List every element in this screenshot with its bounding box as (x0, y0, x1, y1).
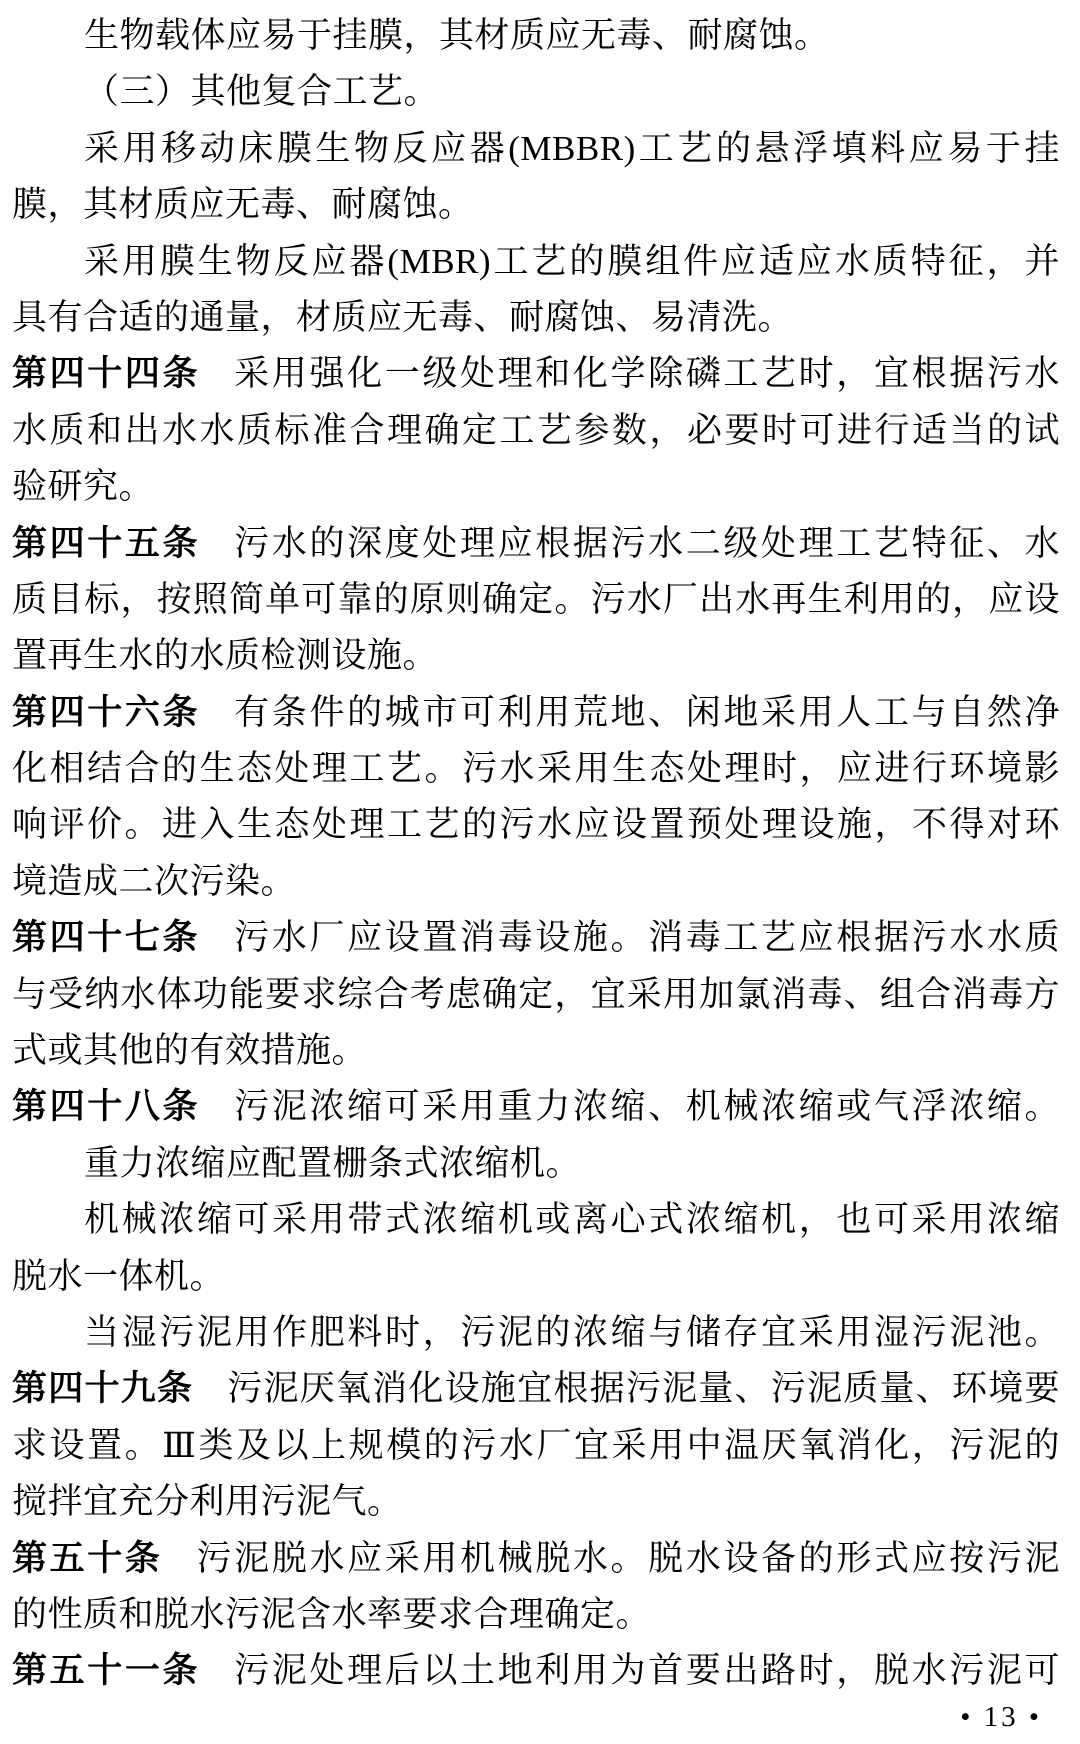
line-text: 质目标，按照简单可靠的原则确定。污水厂出水再生利用的，应设 (12, 579, 1060, 619)
text-line (12, 1249, 1060, 1305)
document-lines (12, 8, 1060, 1700)
line-text: 式或其他的有效措施。 (12, 1031, 368, 1071)
text-line (12, 1305, 1060, 1361)
line-text: 采用强化一级处理和化学除磷工艺时，宜根据污水 (234, 354, 1060, 394)
line-text: 采用移动床膜生物反应器(MBBR)工艺的悬浮填料应易于挂 (84, 128, 1060, 168)
line-text: 当湿污泥用作肥料时，污泥的浓缩与储存宜采用湿污泥池。 (84, 1312, 1060, 1352)
line-text: 脱水一体机。 (12, 1256, 226, 1296)
text-line (12, 516, 1060, 572)
text-line (12, 797, 1060, 853)
line-text: 的性质和脱水污泥含水率要求合理确定。 (12, 1594, 652, 1634)
line-text: 生物载体应易于挂膜，其材质应无毒、耐腐蚀。 (84, 16, 830, 55)
article-number: 第四十七条 (12, 918, 201, 958)
line-text: 重力浓缩应配置栅条式浓缩机。 (84, 1143, 582, 1183)
text-line (12, 1587, 1060, 1643)
text-line (12, 234, 1060, 290)
page-number: • 13 • (960, 1701, 1042, 1733)
text-line (12, 403, 1060, 459)
line-text: 污泥脱水应采用机械脱水。脱水设备的形式应按污泥 (196, 1538, 1060, 1578)
line-text: 污水厂应设置消毒设施。消毒工艺应根据污水水质 (234, 918, 1060, 958)
line-text: 与受纳水体功能要求综合考虑确定，宜采用加氯消毒、组合消毒方 (12, 974, 1060, 1014)
article-number: 第五十条 (12, 1538, 163, 1578)
text-line (12, 685, 1060, 741)
line-text: 污泥浓缩可采用重力浓缩、机械浓缩或气浮浓缩。 (234, 1087, 1060, 1127)
line-text: 污泥厌氧消化设施宜根据污泥量、污泥质量、环境要 (227, 1369, 1060, 1409)
line-text: 搅拌宜充分利用污泥气。 (12, 1482, 403, 1522)
line-text: 污泥处理后以土地利用为首要出路时，脱水污泥可 (234, 1651, 1060, 1691)
text-line (12, 1079, 1060, 1135)
text-line (12, 628, 1060, 684)
line-text: 境造成二次污染。 (12, 861, 297, 901)
text-line (12, 1418, 1060, 1474)
article-number: 第四十五条 (12, 523, 201, 563)
line-text: 具有合适的通量，材质应无毒、耐腐蚀、易清洗。 (12, 297, 794, 337)
text-line (12, 1531, 1060, 1587)
line-text: 求设置。Ⅲ类及以上规模的污水厂宜采用中温厌氧消化，污泥的 (12, 1425, 1060, 1465)
text-line (12, 177, 1060, 233)
line-text: （三）其他复合工艺。 (84, 72, 440, 112)
article-number: 第四十九条 (12, 1369, 194, 1409)
article-number: 第四十四条 (12, 354, 201, 394)
article-number: 第五十一条 (12, 1651, 201, 1691)
text-line (12, 1023, 1060, 1079)
line-text: 化相结合的生态处理工艺。污水采用生态处理时，应进行环境影 (12, 749, 1060, 789)
text-line (12, 1192, 1060, 1248)
text-line (12, 741, 1060, 797)
line-text: 置再生水的水质检测设施。 (12, 636, 439, 676)
text-line (12, 1643, 1060, 1699)
line-text: 污水的深度处理应根据污水二级处理工艺特征、水 (234, 523, 1060, 563)
line-text: 膜，其材质应无毒、耐腐蚀。 (12, 185, 474, 225)
article-number: 第四十六条 (12, 692, 201, 732)
text-line (12, 1361, 1060, 1417)
text-line (12, 64, 1060, 120)
text-line (12, 910, 1060, 966)
text-line (12, 1136, 1060, 1192)
line-text: 有条件的城市可利用荒地、闲地采用人工与自然净 (234, 692, 1060, 732)
text-line (12, 967, 1060, 1023)
line-text: 采用膜生物反应器(MBR)工艺的膜组件应适应水质特征，并 (84, 241, 1060, 281)
line-text: 响评价。进入生态处理工艺的污水应设置预处理设施，不得对环 (12, 805, 1060, 845)
line-text: 验研究。 (12, 467, 155, 507)
text-line (12, 854, 1060, 910)
article-number: 第四十八条 (12, 1087, 201, 1127)
text-line (12, 8, 1060, 64)
text-line (12, 459, 1060, 515)
text-line (12, 572, 1060, 628)
line-text: 水质和出水水质标准合理确定工艺参数，必要时可进行适当的试 (12, 410, 1060, 450)
text-line (12, 346, 1060, 402)
text-line (12, 1474, 1060, 1530)
line-text: 机械浓缩可采用带式浓缩机或离心式浓缩机，也可采用浓缩 (84, 1200, 1060, 1240)
text-line (12, 290, 1060, 346)
text-line (12, 121, 1060, 177)
